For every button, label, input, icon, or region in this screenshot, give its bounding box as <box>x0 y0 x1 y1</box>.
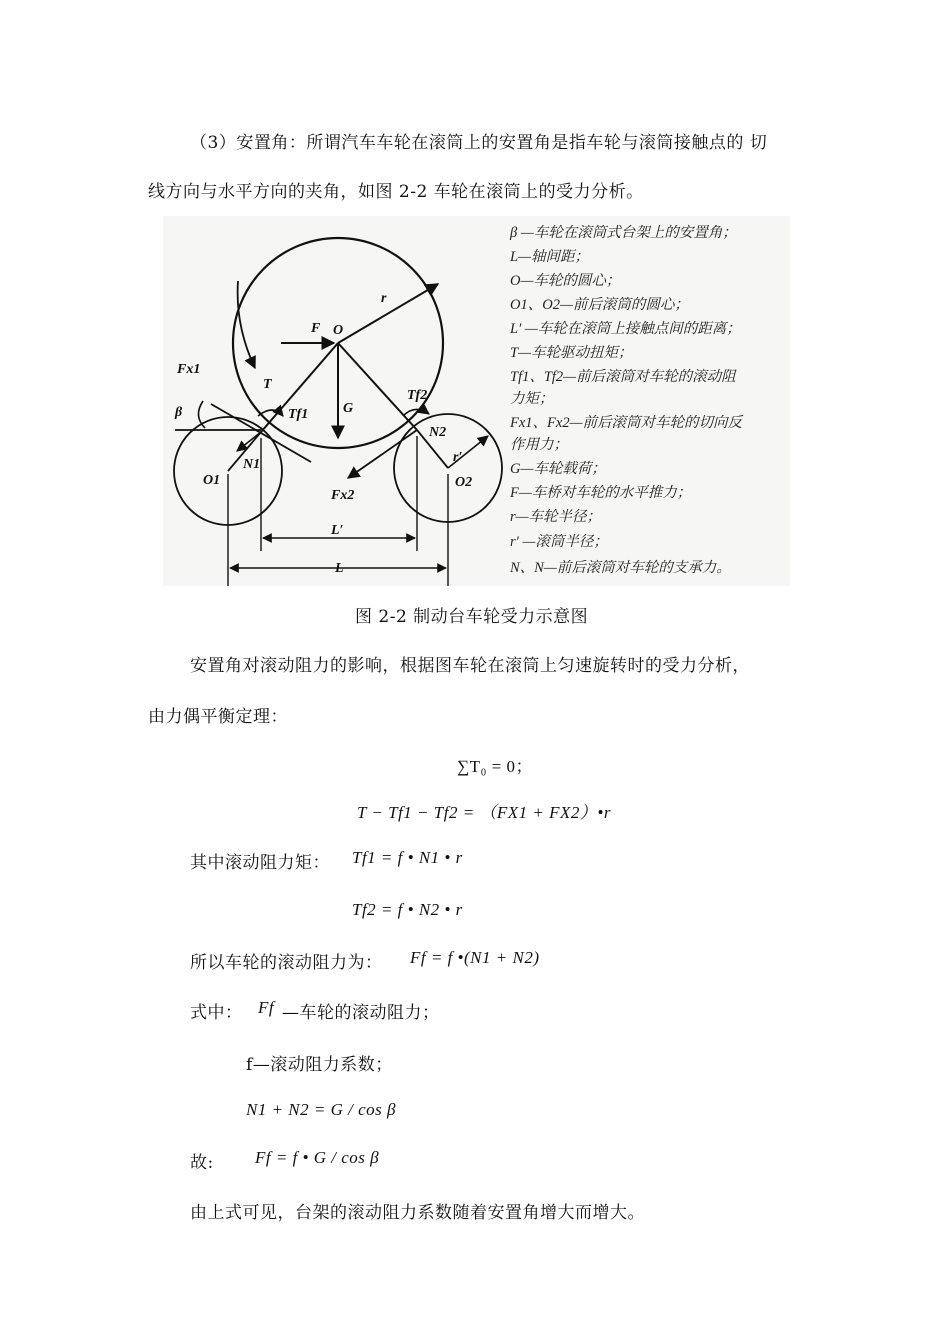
label-beta: β <box>175 405 183 420</box>
label-r-prime: r′ <box>453 450 463 465</box>
equation-ff-final: Ff = f • G / cos β <box>255 1148 380 1167</box>
label-fx2: Fx2 <box>331 488 355 503</box>
legend-line-14: r′ —滚筒半径； <box>510 534 608 550</box>
legend-line-13: r—车轮半径； <box>510 509 602 525</box>
equation-torque-balance: T − Tf1 − Tf2 = （FX1 + FX2）•r <box>357 803 611 822</box>
legend-line-10: 作用力； <box>510 437 568 453</box>
conclusion-line: 由上式可见，台架的滚动阻力系数随着安置角增大而增大。 <box>190 1203 645 1223</box>
equation-moment-sum: ∑T₀ = 0； <box>457 757 534 776</box>
label-tf1: Tf1 <box>288 407 309 422</box>
label-t: T <box>263 377 272 392</box>
force-diagram-figure <box>163 216 790 586</box>
label-n1: N1 <box>243 457 261 472</box>
label-rolling-moment: 其中滚动阻力矩： <box>190 853 330 873</box>
intro-line-2: 线方向与水平方向的夹角，如图 2-2 车轮在滚筒上的受力分析。 <box>148 182 644 202</box>
where-label: 式中： <box>190 1003 243 1023</box>
legend-line-3: O—车轮的圆心； <box>510 273 621 289</box>
equation-ff-sum: Ff = f •(N1 + N2) <box>410 948 540 967</box>
label-f: F <box>311 321 321 336</box>
label-o: O <box>333 323 344 338</box>
legend-line-5: L′ —车轮在滚筒上接触点间的距离； <box>510 321 741 337</box>
legend-line-4: O1、O2—前后滚筒的圆心； <box>510 297 689 313</box>
equation-normal-sum: N1 + N2 = G / cos β <box>246 1100 396 1119</box>
label-o1: O1 <box>203 473 221 488</box>
legend-line-7: Tf1、Tf2—前后滚筒对车轮的滚动阻 <box>510 369 736 385</box>
label-fx1: Fx1 <box>177 362 201 377</box>
legend-line-2: L—轴间距； <box>510 249 589 265</box>
legend-line-9: Fx1、Fx2—前后滚筒对车轮的切向反 <box>510 415 742 431</box>
figure-caption: 图 2-2 制动台车轮受力示意图 <box>355 607 589 627</box>
label-n2: N2 <box>429 425 447 440</box>
legend-line-8: 力矩； <box>510 391 554 407</box>
label-l: L <box>335 561 344 576</box>
legend-line-6: T—车轮驱动扭矩； <box>510 345 633 361</box>
label-l-prime: L′ <box>331 523 344 538</box>
label-o2: O2 <box>455 475 473 490</box>
legend-line-15: N、N—前后滚筒对车轮的支承力。 <box>510 560 731 576</box>
force-diagram-svg <box>163 216 790 586</box>
where-description: —车轮的滚动阻力； <box>282 1003 440 1023</box>
paragraph-line-1: 安置角对滚动阻力的影响，根据图车轮在滚筒上匀速旋转时的受力分析， <box>190 656 750 676</box>
paragraph-line-2: 由力偶平衡定理： <box>148 707 288 727</box>
label-g: G <box>343 401 354 416</box>
label-tf2: Tf2 <box>407 388 428 403</box>
equation-tf1: Tf1 = f • N1 • r <box>352 848 463 867</box>
legend-line-1: β —车轮在滚筒式台架上的安置角； <box>510 225 737 241</box>
label-rolling-force: 所以车轮的滚动阻力为： <box>190 953 383 973</box>
where-symbol: Ff <box>258 998 275 1017</box>
label-r: r <box>381 291 387 306</box>
therefore-label: 故: <box>190 1153 214 1173</box>
equation-tf2: Tf2 = f • N2 • r <box>352 900 463 919</box>
coefficient-description: f—滚动阻力系数； <box>246 1055 393 1075</box>
figure-background <box>163 216 790 586</box>
intro-line-1: （3）安置角：所谓汽车车轮在滚筒上的安置角是指车轮与滚筒接触点的 切 <box>190 133 768 153</box>
legend-line-11: G—车轮载荷； <box>510 461 606 477</box>
legend-line-12: F—车桥对车轮的水平推力； <box>510 485 692 501</box>
